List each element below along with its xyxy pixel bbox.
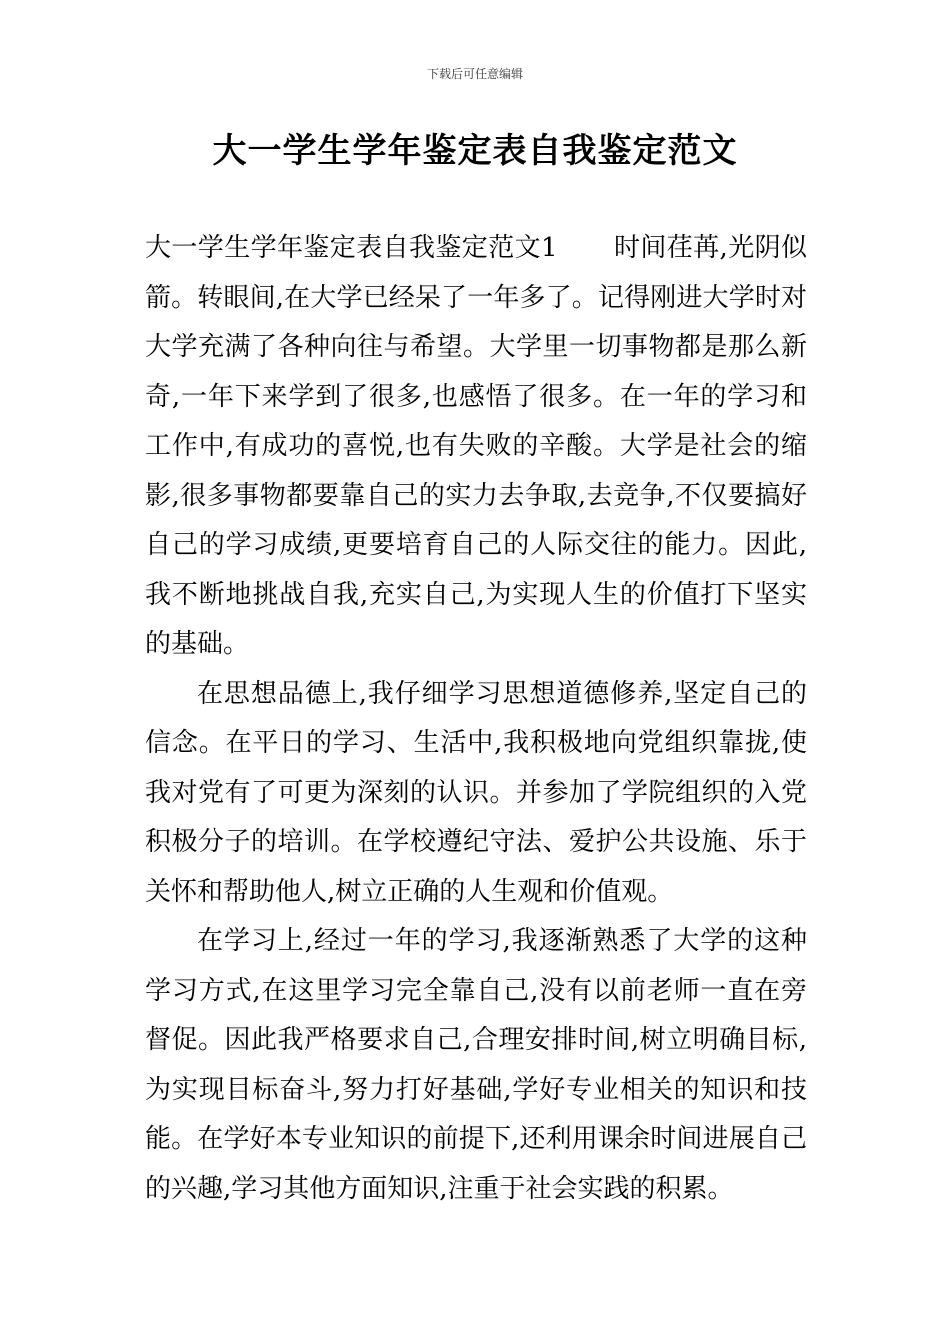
paragraph-text: 时间荏苒,光阴似箭。转眼间,在大学已经呆了一年多了。记得刚进大学时对大学充满了各种向往与希望。大学里一切事物都是那么新奇,一年下来学到了很多,也感悟了很多。在一年的学习和工作中,有成功的喜悦,也有失败的辛酸。大学是社会的缩影,很多事物都要靠自己的实力去争取,去竞争,不仅要搞好自己的学习成绩,更要培育自己的人际交往的能力。因此,我不断地挑战自我,充实自己,为实现人生的价值打下坚实的基础。: [145, 233, 808, 659]
paragraph-2: 在思想品德上,我仔细学习思想道德修养,坚定自己的信念。在平日的学习、生活中,我积极地向党组织靠拢,使我对党有了可更为深刻的认识。并参加了学院组织的入党积极分子的培训。在学校遵纪守法、爱护公共设施、乐于关怀和帮助他人,树立正确的人生观和价值观。: [145, 678, 807, 907]
section-heading: 大一学生学年鉴定表自我鉴定范文1: [145, 233, 558, 263]
paragraph-3: 在学习上,经过一年的学习,我逐渐熟悉了大学的这种学习方式,在这里学习完全靠自己,没有以前老师一直在旁督促。因此我严格要求自己,合理安排时间,树立明确目标,为实现目标奋斗,努力打好基础,学好专业相关的知识和技能。在学好本专业知识的前提下,还利用课余时间进展自己的兴趣,学习其他方面知识,注重于社会实践的积累。: [145, 926, 807, 1204]
header-note: 下载后可任意编辑: [426, 67, 523, 81]
document-title: 大一学生学年鉴定表自我鉴定范文: [212, 131, 738, 171]
paragraph-1: [145, 224, 807, 670]
document-body: [145, 224, 807, 1214]
